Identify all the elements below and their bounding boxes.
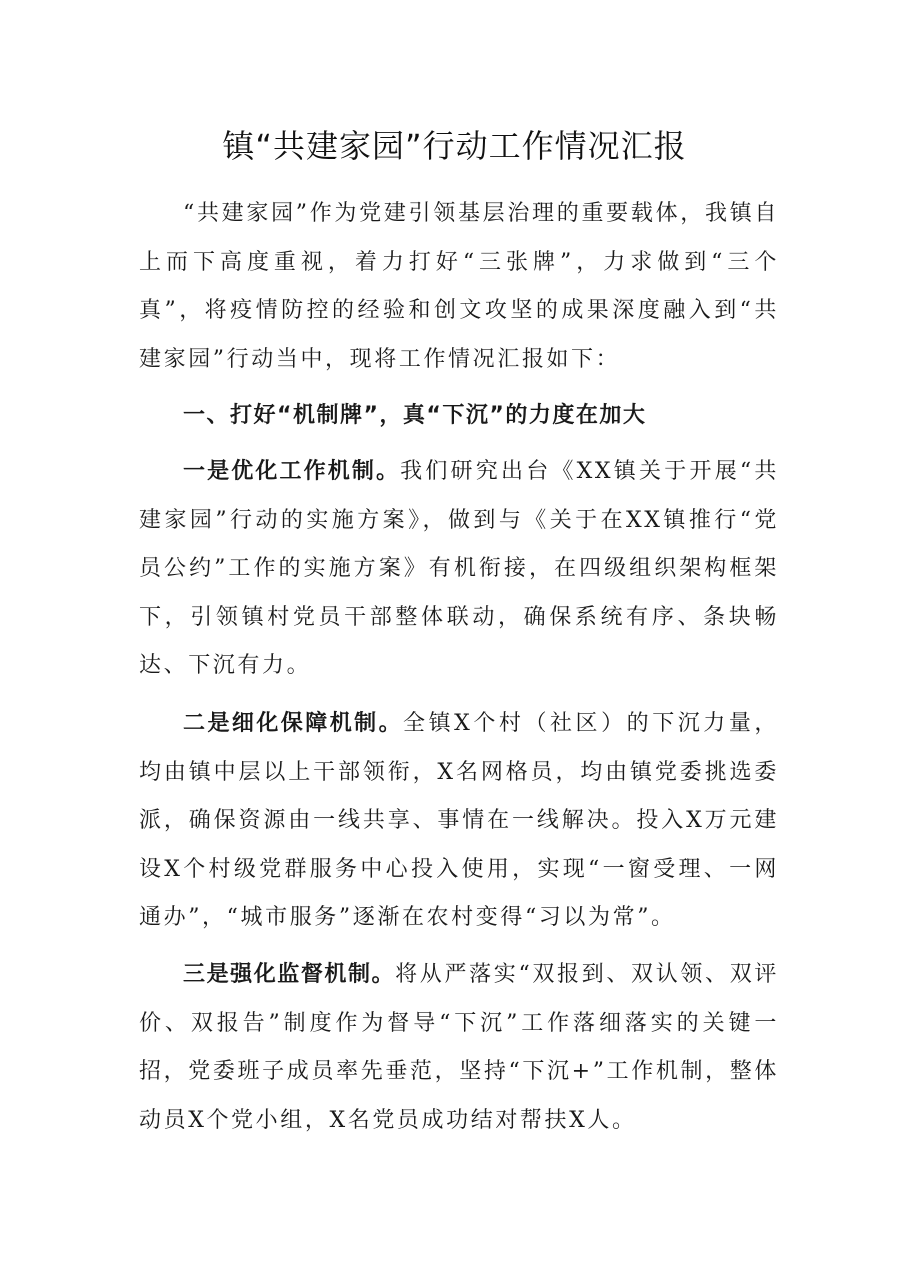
paragraph-lead: 一是优化工作机制。 xyxy=(183,459,401,484)
paragraph-refine-mechanism xyxy=(139,700,779,943)
paragraph-lead: 二是细化保障机制。 xyxy=(183,711,404,736)
section-heading-1: 一、打好“机制牌”，真“下沉”的力度在加大 xyxy=(183,403,647,428)
paragraph-text: 将从严落实“双报到、双认领、双评价、双报告”制度作为督导“下沉”工作落细落实的关键一招，党委班子成员率先垂范，坚持“下沉+”工作机制，整体动员X个党小组，X名党员成功结对帮扶X人。 xyxy=(139,962,779,1133)
paragraph-lead: 三是强化监督机制。 xyxy=(183,962,396,987)
paragraph-optimize-mechanism xyxy=(139,448,779,691)
paragraph-strengthen-mechanism xyxy=(139,951,779,1145)
intro-paragraph: “共建家园”作为党建引领基层治理的重要载体，我镇自上而下高度重视，着力打好“三张牌”，力求做到“三个真”，将疫情防控的经验和创文攻坚的成果深度融入到“共建家园”行动当中，现将工作情况汇报如下： xyxy=(139,201,779,372)
document-title: 镇“共建家园”行动工作情况汇报 xyxy=(222,127,687,165)
paragraph-text: 我们研究出台《XX镇关于开展“共建家园”行动的实施方案》，做到与《关于在XX镇推行“党员公约”工作的实施方案》有机衔接，在四级组织架构框架下，引领镇村党员干部整体联动，确保系统有序、条块畅达、下沉有力。 xyxy=(139,459,779,679)
paragraph-text: 全镇X个村（社区）的下沉力量，均由镇中层以上干部领衔，X名网格员，均由镇党委挑选委派，确保资源由一线共享、事情在一线解决。投入X万元建设X个村级党群服务中心投入使用，实现“一窗受理、一网通办”，“城市服务”逐渐在农村变得“习以为常”。 xyxy=(139,711,779,931)
